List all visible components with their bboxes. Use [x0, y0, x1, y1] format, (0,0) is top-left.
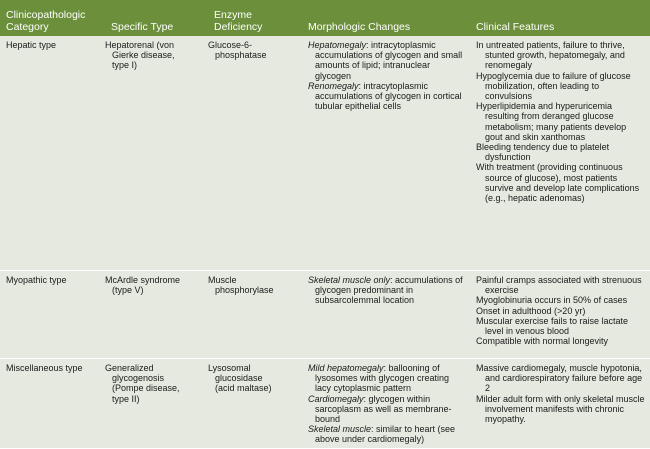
clinical-item: Massive cardiomegaly, muscle hypotonia, and cardiorespiratory failure before age 2: [476, 363, 643, 394]
header-morphologic-changes: Morphologic Changes: [308, 21, 411, 33]
clinical-item: Onset in adulthood (>20 yr): [476, 305, 586, 316]
morph-item: Mild hepatomegaly: ballooning of lysosomes with glycogen creating lacy cytoplasmic pattern: [308, 363, 450, 394]
morphologic-cell: [302, 359, 470, 449]
enzyme-cell: Lysosomal glucosidase (acid maltase): [208, 359, 302, 449]
table-row: [0, 271, 650, 359]
clinical-item: Myoglobinuria occurs in 50% of cases: [476, 295, 628, 306]
enzyme-cell: Muscle phosphorylase: [208, 271, 302, 359]
morphologic-cell: [302, 271, 470, 359]
header-specific-type: Specific Type: [111, 21, 174, 33]
morph-item: Renomegaly: intracytoplasmic accumulations of glycogen in cortical tubular epithelial cells: [308, 80, 462, 112]
clinical-item: Painful cramps associated with strenuous exercise: [476, 275, 642, 296]
header-enzyme-deficiency: Enzyme Deficiency: [214, 9, 263, 33]
enzyme-cell: Glucose-6- phosphatase: [208, 36, 302, 271]
specific-type-cell: Hepatorenal (von Gierke disease, type I): [105, 36, 208, 271]
clinical-cell: [470, 359, 650, 449]
category-cell: Hepatic type: [0, 36, 105, 271]
header-clinical-features: Clinical Features: [476, 21, 555, 33]
table-row: [0, 36, 650, 271]
clinical-item: Milder adult form with only skeletal muscle involvement manifests with chronic myopathy.: [476, 393, 645, 425]
category-cell: Myopathic type: [0, 271, 105, 359]
clinical-cell: [470, 271, 650, 359]
clinical-item: Compatible with normal longevity: [476, 336, 609, 347]
morph-item: Skeletal muscle only: accumulations of glycogen predominant in subsarcolemmal location: [308, 275, 463, 306]
morph-item: Cardiomegaly: glycogen within sarcoplasm as well as membrane-bound: [308, 393, 452, 425]
morph-item: Skeletal muscle: similar to heart (see above under cardiomegaly): [308, 424, 456, 445]
clinical-item: Hyperlipidemia and hyperuricemia resulting from deranged glucose metabolism; many patients develop gout and skin xanthomas: [476, 101, 627, 142]
clinical-item: Bleeding tendency due to platelet dysfunction: [476, 142, 610, 163]
clinical-item: Hypoglycemia due to failure of glucose mobilization, often leading to convulsions: [476, 70, 631, 102]
clinical-item: In untreated patients, failure to thrive, stunted growth, hepatomegaly, and renomegaly: [476, 40, 625, 71]
table-row: [0, 359, 650, 449]
clinical-item: Muscular exercise fails to raise lactate level in venous blood: [476, 315, 629, 337]
clinical-item: With treatment (providing continuous source of glucose), most patients survive and develop late complications (e.g., hepatic adenomas): [476, 162, 640, 204]
specific-type-cell: McArdle syndrome (type V): [105, 271, 208, 359]
morphologic-cell: [302, 36, 470, 271]
clinical-cell: [470, 36, 650, 271]
morph-item: Hepatomegaly: intracytoplasmic accumulations of glycogen and small amounts of lipid; intranuclear glycogen: [308, 40, 463, 81]
category-cell: Miscellaneous type: [0, 359, 105, 449]
specific-type-cell: Generalized glycogenosis (Pompe disease, type II): [105, 359, 208, 449]
header-category: Clinicopathologic Category: [6, 9, 86, 33]
header-row: [0, 0, 650, 36]
